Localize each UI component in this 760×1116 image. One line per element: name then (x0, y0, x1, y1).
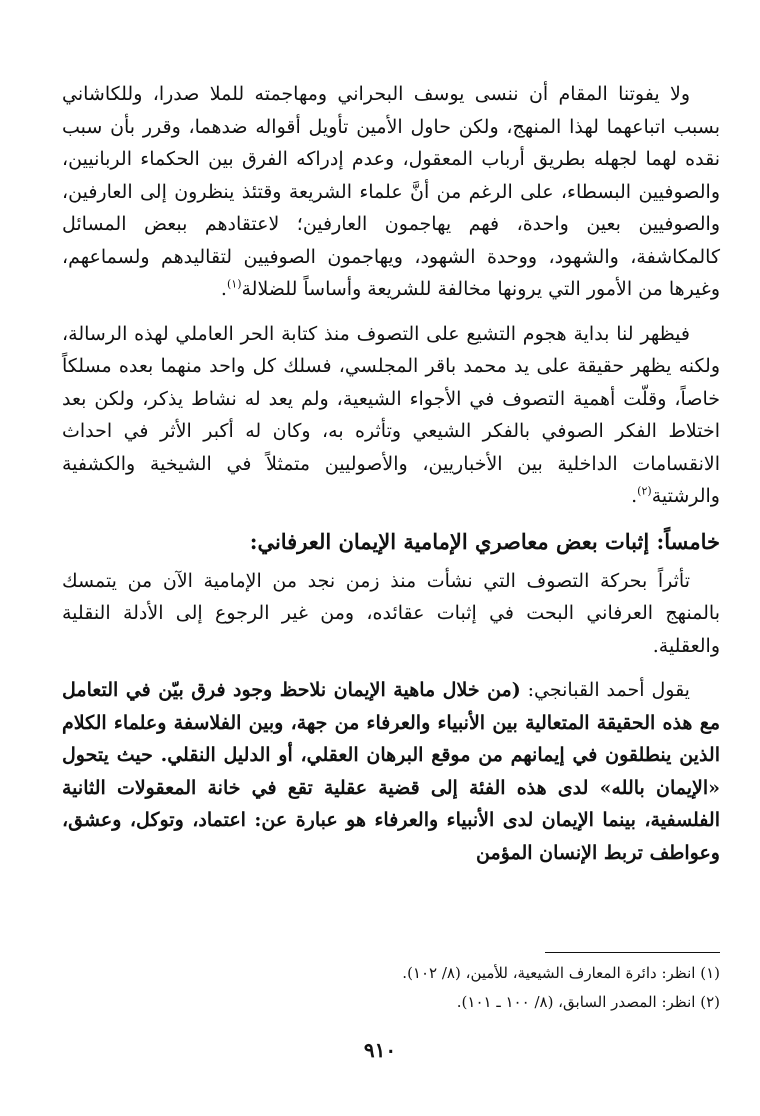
paragraph-2 (62, 318, 720, 513)
paragraph-1-end: . (220, 278, 227, 300)
footnote-divider (545, 952, 720, 953)
paragraph-1-text: ولا يفوتنا المقام أن ننسى يوسف البحراني ومهاجمته للملا صدرا، وللكاشاني بسبب اتباعهما لهذا المنهج، ولكن حاول الأمين تأويل أقواله ضدهما، وقرر بأن سبب نقده لهما لجهله بطريق أرباب المعقول، وعدم إدراكه الفرق بين الحكماء الربانيين، والصوفيين البسطاء، على الرغم من أنَّ علماء الشريعة وقتئذ ينظرون إلى العارفين، والصوفيين بعين واحدة، فهم يهاجمون العارفين؛ لاعتقادهم ببعض المسائل كالمكاشفة، والشهود، ووحدة الشهود، ويهاجمون الصوفيين لتقاليدهم ولسماعهم، وغيرها من الأمور التي يرونها مخالفة للشريعة وأساساً للضلالة (62, 83, 720, 300)
paragraph-2-end: . (631, 485, 638, 507)
paragraph-2-text: فيظهر لنا بداية هجوم التشيع على التصوف منذ كتابة الحر العاملي لهذه الرسالة، ولكنه يظهر حقيقة على يد محمد باقر المجلسي، فسلك كل واحد منهما بعده مسلكاً خاصاً، وقلّت أهمية التصوف في الأجواء الشيعية، ولم يعد له نشاط يذكر، ولكن بعد اختلاط الفكر الصوفي بالفكر الشيعي وتأثره به، وكان له أكبر الأثر في احداث الانقسامات الداخلية بين الأخباريين، والأصوليين متمثلاً في الشيخية والكشفية والرشتية (62, 322, 720, 507)
paragraph-3: تأثراً بحركة التصوف التي نشأت منذ زمن نجد من الإمامية الآن من يتمسك بالمنهج العرفاني البحت في إثبات عقائده، ومن غير الرجوع إلى الأدلة النقلية والعقلية. (62, 569, 720, 657)
section-heading: خامساً: إثبات بعض معاصري الإمامية الإيمان العرفاني: (249, 528, 720, 554)
footnotes (62, 952, 720, 1017)
quote-attribution: يقول أحمد القبانجي: (520, 679, 690, 701)
page-body (62, 78, 720, 881)
footnote-marker-1[interactable]: (١) (226, 277, 242, 291)
footnote-2: (٢) انظر: المصدر السابق، (٨/ ١٠٠ ـ ١٠١). (456, 993, 720, 1011)
footnote-1: (١) انظر: دائرة المعارف الشيعية، للأمين، (٨/ ١٠٢). (402, 964, 720, 982)
page-number: ٩١٠ (363, 1038, 397, 1062)
footnote-marker-2[interactable]: (٢) (637, 484, 652, 498)
paragraph-4 (62, 674, 720, 869)
quote-text: (من خلال ماهية الإيمان نلاحظ وجود فرق بيّن في التعامل مع هذه الحقيقة المتعالية بين الأنبياء والعرفاء من جهة، وبين الفلاسفة وعلماء الكلام الذين ينطلقون في إيمانهم من موقع البرهان العقلي، أو الدليل النقلي. حيث يتحول «الإيمان بالله» لدى هذه الفئة إلى قضية عقلية تقع في خانة المعقولات الثانية الفلسفية، بينما الإيمان لدى الأنبياء والعرفاء هو عبارة عن: اعتماد، وتوكل، وعشق، وعواطف تربط الإنسان المؤمن (62, 679, 720, 864)
paragraph-1 (62, 78, 720, 306)
